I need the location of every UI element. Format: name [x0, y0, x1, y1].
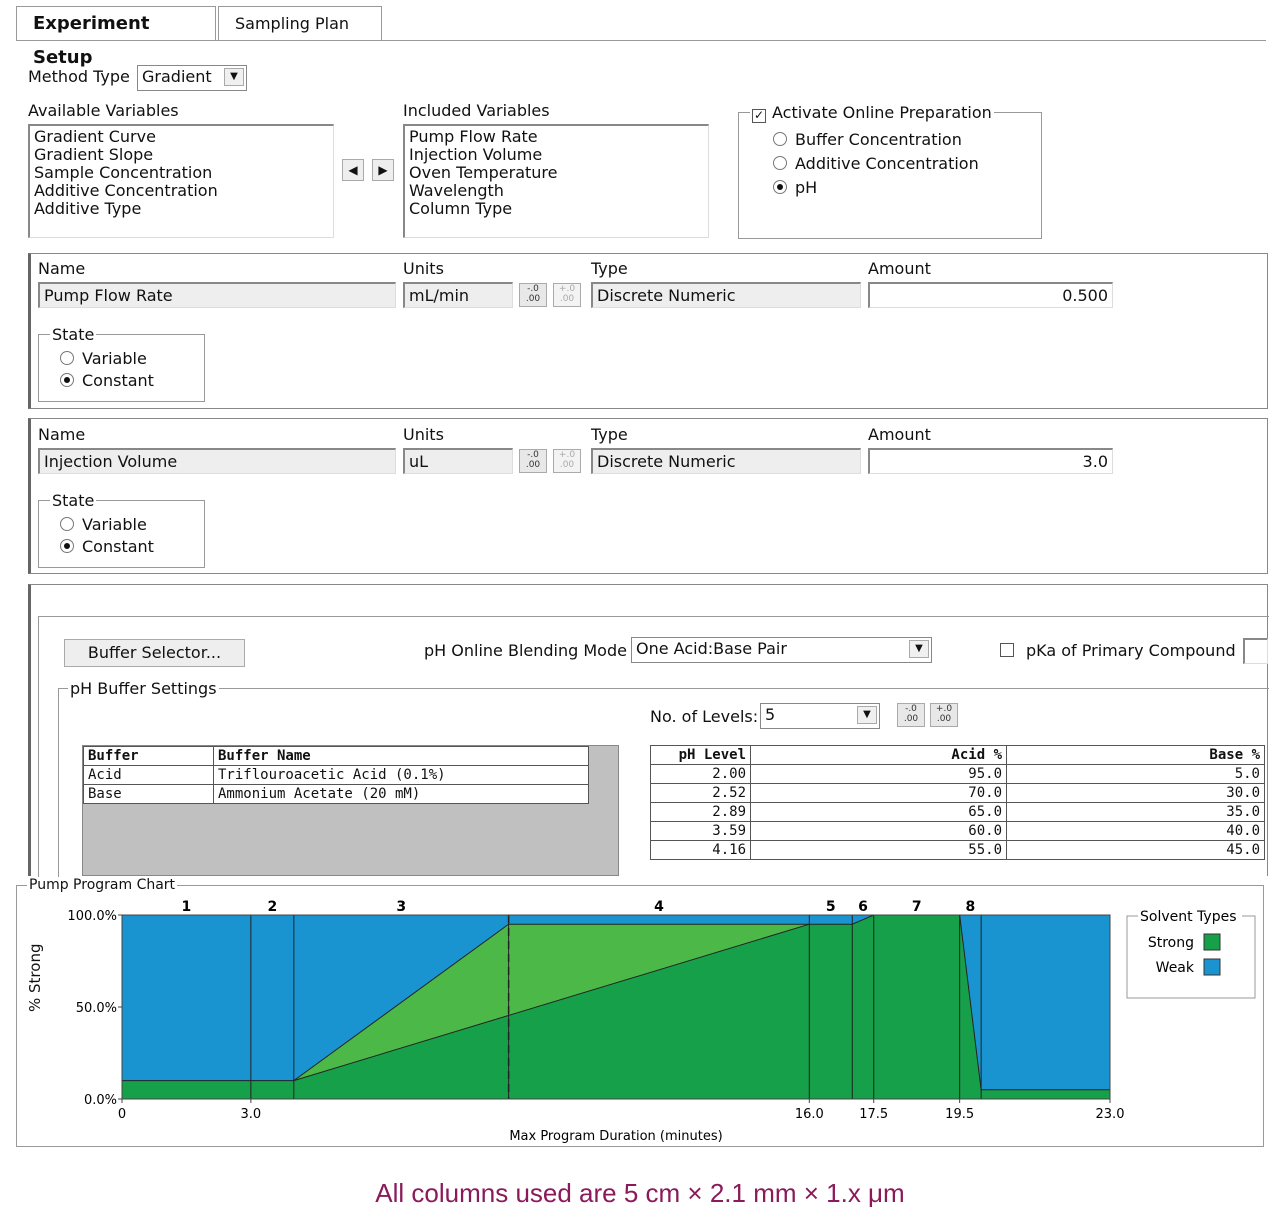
table-row[interactable]: [651, 803, 1265, 822]
list-item[interactable]: Additive Type: [34, 199, 142, 218]
radio-label: Constant: [82, 371, 154, 390]
move-left-button[interactable]: ◀: [342, 159, 364, 181]
levels-value: 5: [765, 705, 776, 724]
table-cell: Acid: [84, 766, 214, 785]
state-label: State: [52, 325, 95, 344]
table-row[interactable]: [84, 785, 589, 804]
radio-additive-concentration[interactable]: [773, 154, 979, 173]
radio-label: Buffer Concentration: [795, 130, 962, 149]
radio-variable[interactable]: [60, 349, 147, 368]
table-cell: 45.0: [1007, 841, 1265, 860]
segment-label: 4: [654, 899, 664, 915]
units-label: Units: [403, 259, 444, 278]
list-item[interactable]: Gradient Curve: [34, 127, 156, 146]
units-field[interactable]: mL/min: [403, 282, 513, 308]
radio-label: pH: [795, 178, 818, 197]
blend-mode-value: One Acid:Base Pair: [636, 639, 787, 658]
included-variables-list[interactable]: [403, 124, 709, 238]
units-field[interactable]: uL: [403, 448, 513, 474]
table-cell: 2.89: [651, 803, 751, 822]
name-label: Name: [38, 425, 86, 444]
checkbox-icon: [1000, 643, 1014, 657]
radio-label: Variable: [82, 349, 147, 368]
table-cell: 95.0: [751, 765, 1007, 784]
name-label: Name: [38, 259, 86, 278]
radio-label: Constant: [82, 537, 154, 556]
list-item[interactable]: Additive Concentration: [34, 181, 218, 200]
type-field[interactable]: Discrete Numeric: [591, 448, 861, 474]
table-cell: 30.0: [1007, 784, 1265, 803]
levels-select[interactable]: [760, 703, 880, 729]
table-cell: 35.0: [1007, 803, 1265, 822]
decrease-decimals-icon[interactable]: -.0 .00: [519, 283, 547, 307]
type-field[interactable]: Discrete Numeric: [591, 282, 861, 308]
radio-buffer-concentration[interactable]: [773, 130, 962, 149]
table-header: Acid %: [751, 746, 1007, 765]
table-cell: Base: [84, 785, 214, 804]
table-cell: 4.16: [651, 841, 751, 860]
table-cell: Triflouroacetic Acid (0.1%): [214, 766, 589, 785]
x-tick-label: 0: [117, 1107, 127, 1122]
table-row[interactable]: [651, 841, 1265, 860]
chevron-down-icon: ▼: [857, 706, 877, 724]
amount-label: Amount: [868, 259, 931, 278]
chevron-down-icon: ▼: [909, 640, 929, 658]
table-cell: 55.0: [751, 841, 1007, 860]
list-item[interactable]: Injection Volume: [409, 145, 543, 164]
table-cell: 40.0: [1007, 822, 1265, 841]
y-tick-label: 50.0%: [75, 1001, 117, 1016]
ph-buffer-settings-label: pH Buffer Settings: [70, 679, 217, 698]
table-row[interactable]: [84, 766, 589, 785]
pump-program-chart: [16, 895, 1264, 1147]
x-tick-label: 16.0: [794, 1107, 824, 1122]
online-preparation-toggle[interactable]: [750, 103, 994, 122]
buffer-table-area: [82, 745, 619, 876]
online-preparation-label: Activate Online Preparation: [772, 103, 992, 122]
table-cell: 2.00: [651, 765, 751, 784]
list-item[interactable]: Sample Concentration: [34, 163, 213, 182]
y-tick-label: 100.0%: [67, 909, 117, 924]
ph-table-area: [650, 745, 1268, 876]
x-tick-label: 17.5: [859, 1107, 889, 1122]
legend-title: Solvent Types: [1140, 909, 1237, 925]
method-type-value: Gradient: [142, 67, 212, 86]
buffer-selector-button[interactable]: Buffer Selector...: [64, 639, 245, 667]
legend-label: Weak: [1155, 960, 1194, 976]
table-cell: 3.59: [651, 822, 751, 841]
x-tick-label: 19.5: [945, 1107, 975, 1122]
table-row[interactable]: [651, 784, 1265, 803]
pka-label: pKa of Primary Compound: [1026, 641, 1236, 660]
radio-label: Additive Concentration: [795, 154, 979, 173]
increase-decimals-icon[interactable]: +.0 .00: [553, 449, 581, 473]
table-header: Base %: [1007, 746, 1265, 765]
table-cell: 60.0: [751, 822, 1007, 841]
units-label: Units: [403, 425, 444, 444]
decrease-decimals-icon[interactable]: -.0 .00: [519, 449, 547, 473]
segment-label: 5: [825, 899, 836, 915]
type-label: Type: [591, 425, 628, 444]
segment-label: 8: [965, 899, 976, 915]
radio-ph[interactable]: [773, 178, 817, 197]
buffer-table: [83, 746, 589, 804]
segment-label: 1: [181, 899, 192, 915]
table-header-row: [84, 747, 589, 766]
radio-constant[interactable]: [60, 371, 154, 390]
legend-label: Strong: [1147, 935, 1194, 951]
x-tick-label: 3.0: [240, 1107, 262, 1122]
radio-selected-icon: [60, 373, 74, 387]
available-variables-list[interactable]: [28, 124, 334, 238]
tab-divider: [16, 40, 1266, 41]
list-item[interactable]: Gradient Slope: [34, 145, 154, 164]
tab-sampling-plan[interactable]: Sampling Plan: [218, 6, 382, 40]
state-group: [38, 500, 205, 568]
variable-panel-pump-flow-rate: [28, 253, 1268, 409]
chevron-down-icon: ▼: [224, 68, 244, 86]
y-axis-label: % Strong: [26, 943, 44, 1012]
name-field[interactable]: Pump Flow Rate: [38, 282, 396, 308]
pka-toggle[interactable]: [1000, 641, 1236, 660]
legend-swatch: [1204, 959, 1220, 975]
available-variables-label: Available Variables: [28, 101, 179, 120]
segment-label: 2: [267, 899, 278, 915]
radio-icon: [773, 132, 787, 146]
method-type-select[interactable]: [137, 65, 247, 91]
table-header: Buffer: [84, 747, 214, 766]
table-cell: 70.0: [751, 784, 1007, 803]
state-label: State: [52, 491, 95, 510]
x-tick-label: 23.0: [1095, 1107, 1125, 1122]
table-row[interactable]: [651, 765, 1265, 784]
radio-icon: [60, 351, 74, 365]
segment-label: 3: [396, 899, 407, 915]
chart-title: Pump Program Chart: [29, 877, 176, 893]
amount-field[interactable]: 0.500: [868, 282, 1113, 308]
table-header: Buffer Name: [214, 747, 589, 766]
figure-caption: All columns used are 5 cm × 2.1 mm × 1.x μm: [375, 1178, 905, 1208]
list-item[interactable]: Wavelength: [409, 181, 504, 200]
state-group: [38, 334, 205, 402]
increase-decimals-icon[interactable]: +.0 .00: [553, 283, 581, 307]
table-header-row: [651, 746, 1265, 765]
table-header: pH Level: [651, 746, 751, 765]
radio-constant[interactable]: [60, 537, 154, 556]
radio-variable[interactable]: [60, 515, 147, 534]
method-type-label: Method Type: [28, 67, 130, 86]
type-label: Type: [591, 259, 628, 278]
pka-field[interactable]: [1243, 638, 1268, 664]
legend-swatch: [1204, 934, 1220, 950]
table-cell: Ammonium Acetate (20 mM): [214, 785, 589, 804]
table-cell: 65.0: [751, 803, 1007, 822]
list-item[interactable]: Column Type: [409, 199, 513, 218]
table-cell: 2.52: [651, 784, 751, 803]
x-axis-label: Max Program Duration (minutes): [509, 1129, 723, 1144]
radio-selected-icon: [60, 539, 74, 553]
checkbox-checked-icon: ✓: [753, 108, 765, 122]
radio-icon: [60, 517, 74, 531]
radio-selected-icon: [773, 180, 787, 194]
table-row[interactable]: [651, 822, 1265, 841]
name-field[interactable]: Injection Volume: [38, 448, 396, 474]
tab-experiment-setup[interactable]: Experiment Setup: [16, 6, 216, 40]
list-item[interactable]: Pump Flow Rate: [409, 127, 538, 146]
list-item[interactable]: Oven Temperature: [409, 163, 558, 182]
blend-mode-label: pH Online Blending Mode: [424, 641, 627, 660]
amount-field[interactable]: 3.0: [868, 448, 1113, 474]
radio-icon: [773, 156, 787, 170]
segment-label: 7: [911, 899, 922, 915]
legend-box: [1127, 916, 1255, 998]
blend-mode-select[interactable]: [631, 637, 932, 663]
move-right-button[interactable]: ▶: [372, 159, 394, 181]
included-variables-label: Included Variables: [403, 101, 550, 120]
decrease-decimals-icon[interactable]: -.0 .00: [897, 703, 925, 727]
increase-decimals-icon[interactable]: +.0 .00: [930, 703, 958, 727]
y-tick-label: 0.0%: [83, 1093, 117, 1108]
variable-panel-injection-volume: [28, 418, 1268, 574]
levels-label: No. of Levels:: [650, 707, 759, 726]
radio-label: Variable: [82, 515, 147, 534]
ph-table: [650, 745, 1265, 860]
amount-label: Amount: [868, 425, 931, 444]
table-cell: 5.0: [1007, 765, 1265, 784]
segment-label: 6: [858, 899, 868, 915]
